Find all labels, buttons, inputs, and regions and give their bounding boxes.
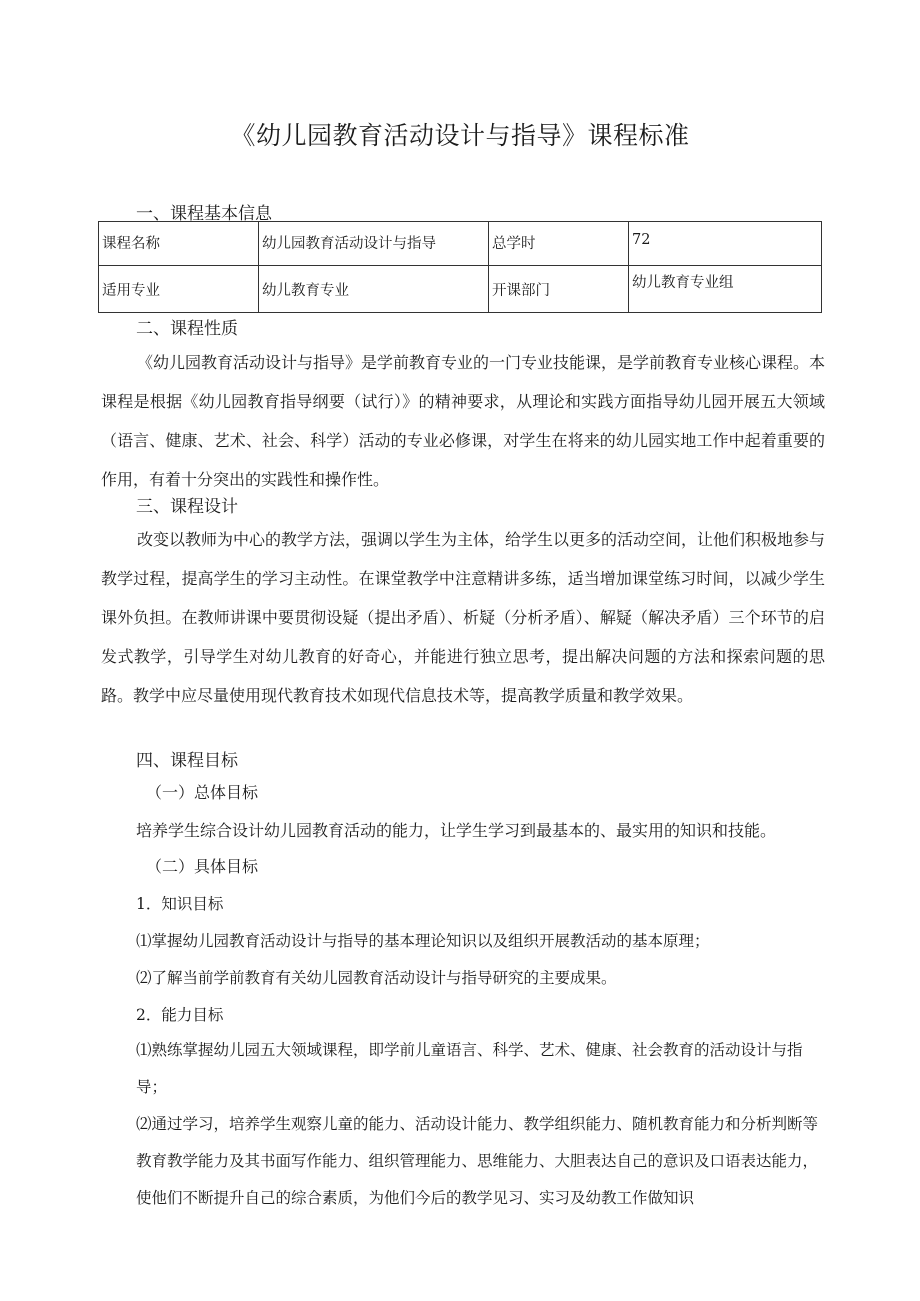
paragraph-nature: 《幼儿园教育活动设计与指导》是学前教育专业的一门专业技能课，是学前教育专业核心课程。本课程是根据《幼儿园教育指导纲要（试行）》的精神要求，从理论和实践方面指导幼儿园开展五大领域（语言、健康、艺术、社会、科学）活动的专业必修课，对学生在将来的幼儿园实地工作中起着重要的作用，有着十分突出的实践性和操作性。 xyxy=(101,353,826,489)
knowledge-goal-item: ⑵了解当前学前教育有关幼儿园教育活动设计与指导研究的主要成果。 xyxy=(136,969,617,987)
knowledge-goal-item: ⑴掌握幼儿园教育活动设计与指导的基本理论知识以及组织开展教活动的基本原理； xyxy=(136,932,710,950)
table-cell-value: 幼儿教育专业组 xyxy=(629,266,822,313)
section-heading-goals: 四、课程目标 xyxy=(136,751,238,771)
ability-goal-item: ⑵通过学习，培养学生观察儿童的能力、活动设计能力、教学组织能力、随机教育能力和分析判断等教育教学能力及其书面写作能力、组织管理能力、思维能力、大胆表达自己的意识及口语表达能力，使他们不断提升自己的综合素质，为他们今后的教学见习、实习及幼教工作做知识 xyxy=(136,1115,819,1207)
table-row xyxy=(99,266,822,313)
table-cell-label: 总学时 xyxy=(489,222,629,266)
table-cell-value: 幼儿园教育活动设计与指导 xyxy=(259,222,489,266)
table-cell-value: 幼儿教育专业 xyxy=(259,266,489,313)
ability-goal-heading: 2．能力目标 xyxy=(136,1006,224,1024)
table-cell-label: 适用专业 xyxy=(99,266,259,313)
table-cell-label: 课程名称 xyxy=(99,222,259,266)
section-heading-design: 三、课程设计 xyxy=(136,497,238,517)
section-heading-basic-info: 一、课程基本信息 xyxy=(136,204,272,224)
subheading-specific-goals: （二）具体目标 xyxy=(146,857,259,876)
subheading-overall-goal: （一）总体目标 xyxy=(146,783,259,802)
section-heading-nature: 二、课程性质 xyxy=(136,319,238,339)
table-cell-label: 开课部门 xyxy=(489,266,629,313)
table-row xyxy=(99,222,822,266)
ability-goal-item: ⑴熟练掌握幼儿园五大领域课程，即学前儿童语言、科学、艺术、健康、社会教育的活动设计与指导； xyxy=(136,1041,803,1096)
paragraph-design: 改变以教师为中心的教学方法，强调以学生为主体，给学生以更多的活动空间，让他们积极地参与教学过程，提高学生的学习主动性。在课堂教学中注意精讲多练，适当增加课堂练习时间，以减少学生课外负担。在教师讲课中要贯彻设疑（提出矛盾）、析疑（分析矛盾）、解疑（解决矛盾）三个环节的启发式教学，引导学生对幼儿教育的好奇心，并能进行独立思考，提出解决问题的方法和探索问题的思路。教学中应尽量使用现代教育技术如现代信息技术等，提高教学质量和教学效果。 xyxy=(101,530,826,705)
overall-goal-text: 培养学生综合设计幼儿园教育活动的能力，让学生学习到最基本的、最实用的知识和技能。 xyxy=(136,821,777,840)
course-info-table xyxy=(98,221,822,313)
knowledge-goal-heading: 1．知识目标 xyxy=(136,895,224,913)
document-title: 《幼儿园教育活动设计与指导》课程标准 xyxy=(230,121,690,150)
table-cell-value: 72 xyxy=(629,222,822,266)
